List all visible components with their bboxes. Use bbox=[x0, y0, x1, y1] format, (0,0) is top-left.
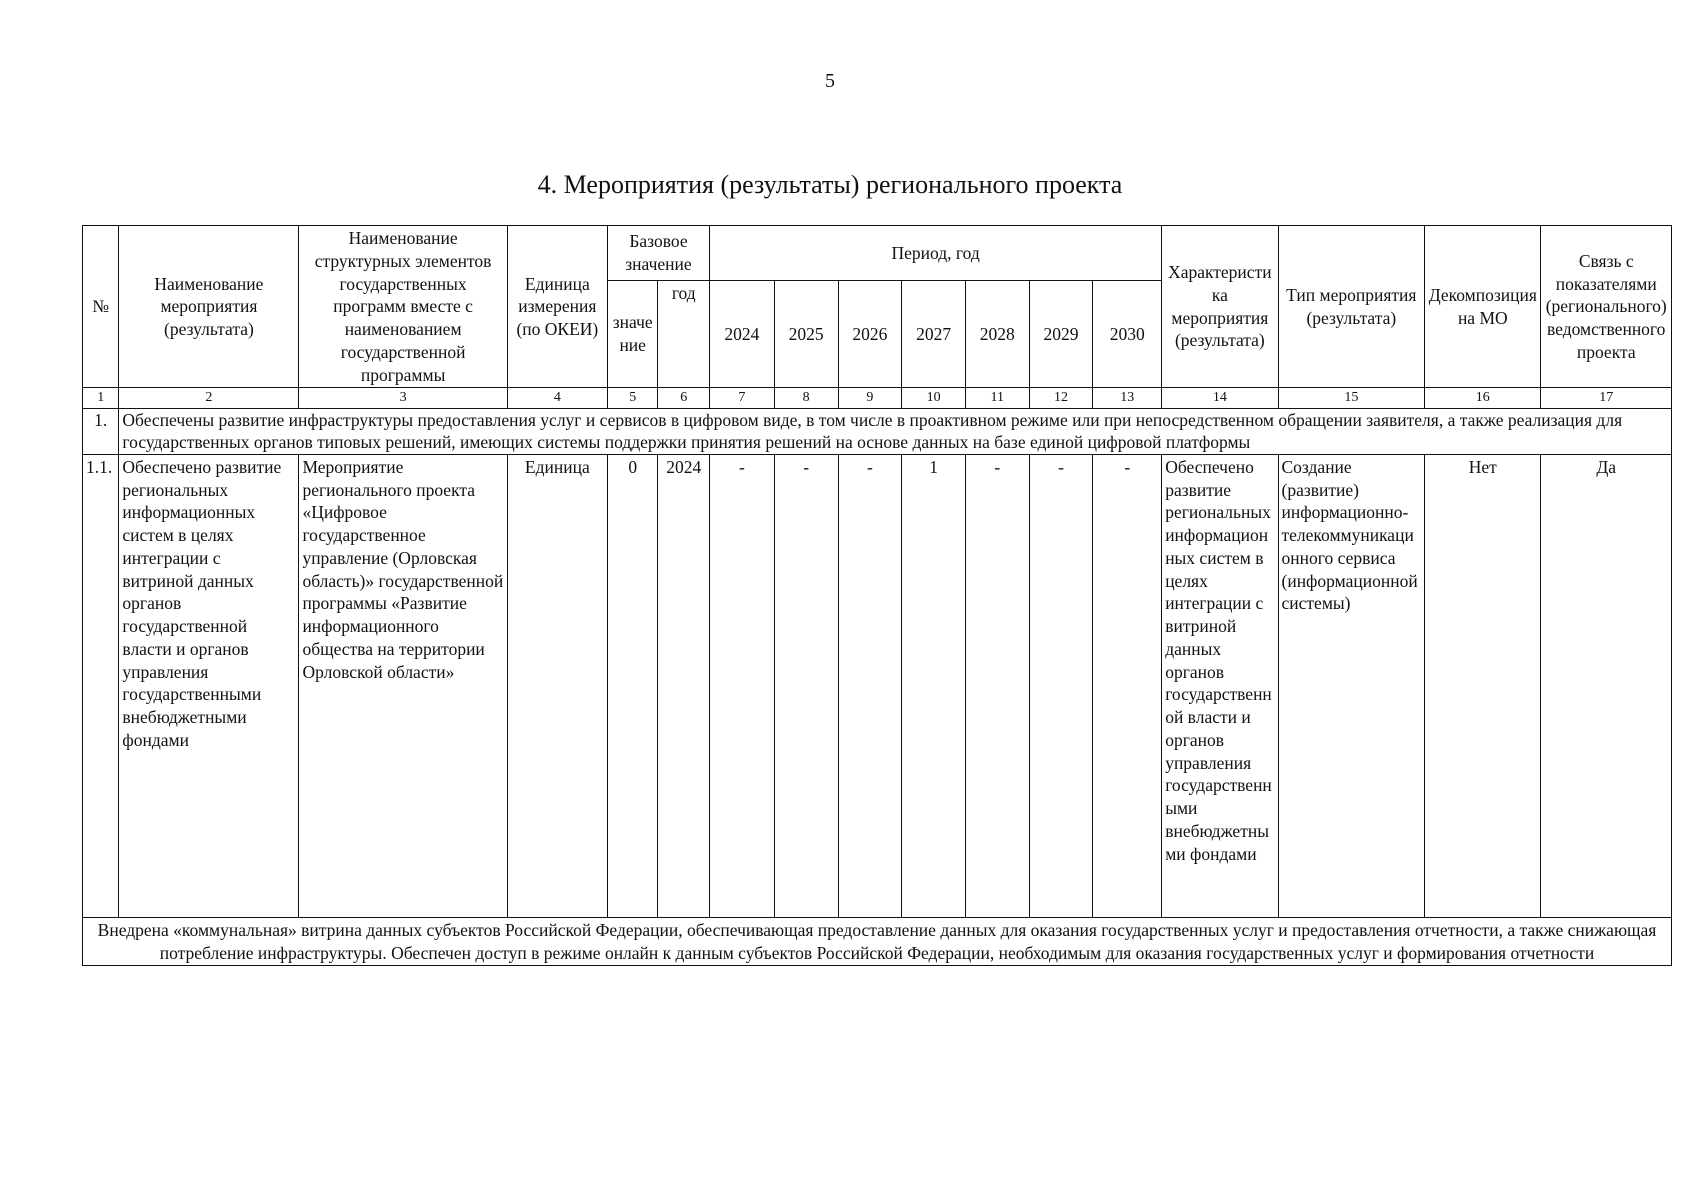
header-characteristic: Характеристика мероприятия (результата) bbox=[1162, 226, 1278, 388]
column-number: 16 bbox=[1425, 388, 1541, 409]
item-struct: Мероприятие регионального проекта «Цифровое государственное управление (Орловская область)» государственной программы «Развитие информационного общества на территории Орловской области» bbox=[299, 454, 507, 917]
header-type: Тип мероприятия (результата) bbox=[1278, 226, 1425, 388]
item-value: - bbox=[774, 454, 838, 917]
item-base-value: 0 bbox=[607, 454, 658, 917]
header-year: 2026 bbox=[838, 280, 902, 387]
header-year: 2024 bbox=[710, 280, 775, 387]
column-number: 4 bbox=[507, 388, 607, 409]
header-year: 2029 bbox=[1029, 280, 1093, 387]
item-number: 1.1. bbox=[83, 454, 119, 917]
goal-row bbox=[83, 409, 1672, 455]
column-number: 13 bbox=[1093, 388, 1162, 409]
section-title: 4. Мероприятия (результаты) регионального проекта bbox=[537, 170, 1123, 199]
header-year: 2028 bbox=[965, 280, 1029, 387]
header-decomposition: Декомпозиция на МО bbox=[1425, 226, 1541, 388]
item-value: - bbox=[1093, 454, 1162, 917]
column-number: 15 bbox=[1278, 388, 1425, 409]
item-decomposition: Нет bbox=[1425, 454, 1541, 917]
column-number: 8 bbox=[774, 388, 838, 409]
column-number: 12 bbox=[1029, 388, 1093, 409]
item-value: - bbox=[710, 454, 775, 917]
column-number: 11 bbox=[965, 388, 1029, 409]
header-unit: Единица измерения (по ОКЕИ) bbox=[507, 226, 607, 388]
column-number: 3 bbox=[299, 388, 507, 409]
column-number-row bbox=[83, 388, 1672, 409]
header-base-year: год bbox=[658, 280, 710, 387]
item-value: 1 bbox=[902, 454, 966, 917]
item-unit: Единица bbox=[507, 454, 607, 917]
column-number: 1 bbox=[83, 388, 119, 409]
header-name: Наименование мероприятия (результата) bbox=[119, 226, 299, 388]
goal-text: Обеспечены развитие инфраструктуры предоставления услуг и сервисов в цифровом виде, в том числе в проактивном режиме или при непосредственном обращении заявителя, а также реализация для государственных органов типовых решений, имеющих системы поддержки принятия решений на основе данных на базе единой цифровой платформы bbox=[119, 409, 1672, 455]
item-characteristic: Обеспечено развитие региональных информационных систем в целях интеграции с витриной данных органов государственной власти и органов управления государственными внебюджетными фондами bbox=[1162, 454, 1278, 917]
header-row-1 bbox=[83, 226, 1672, 281]
item-value: - bbox=[965, 454, 1029, 917]
item-value: - bbox=[838, 454, 902, 917]
goal-number: 1. bbox=[83, 409, 119, 455]
column-number: 7 bbox=[710, 388, 775, 409]
column-number: 5 bbox=[607, 388, 658, 409]
item-type: Создание (развитие) информационно-телекоммуникационного сервиса (информационной системы) bbox=[1278, 454, 1425, 917]
item-name: Обеспечено развитие региональных информационных систем в целях интеграции с витриной данных органов государственной власти и органов управления государственными внебюджетными фондами bbox=[119, 454, 299, 917]
activities-table bbox=[82, 225, 1672, 966]
header-link: Связь с показателями (регионального) ведомственного проекта bbox=[1541, 226, 1672, 388]
header-struct: Наименование структурных элементов государственных программ вместе с наименованием государственной программы bbox=[299, 226, 507, 388]
footer-row bbox=[83, 917, 1672, 966]
item-link: Да bbox=[1541, 454, 1672, 917]
column-number: 6 bbox=[658, 388, 710, 409]
footer-text: Внедрена «коммунальная» витрина данных субъектов Российской Федерации, обеспечивающая предоставление данных для оказания государственных услуг и предоставления отчетности, а также снижающая потребление инфраструктуры. Обеспечен доступ в режиме онлайн к данным субъектов Российской Федерации, необходимым для оказания государственных услуг и формирования отчетности bbox=[83, 917, 1672, 966]
header-year: 2027 bbox=[902, 280, 966, 387]
header-year: 2030 bbox=[1093, 280, 1162, 387]
column-number: 14 bbox=[1162, 388, 1278, 409]
header-base: Базовое значение bbox=[607, 226, 709, 281]
page-number: 5 bbox=[825, 70, 835, 92]
column-number: 10 bbox=[902, 388, 966, 409]
item-value: - bbox=[1029, 454, 1093, 917]
column-number: 2 bbox=[119, 388, 299, 409]
header-base-value: значение bbox=[607, 280, 658, 387]
table-row bbox=[83, 454, 1672, 917]
item-base-year: 2024 bbox=[658, 454, 710, 917]
header-year: 2025 bbox=[774, 280, 838, 387]
column-number: 17 bbox=[1541, 388, 1672, 409]
column-number: 9 bbox=[838, 388, 902, 409]
header-no: № bbox=[83, 226, 119, 388]
header-period: Период, год bbox=[710, 226, 1162, 281]
